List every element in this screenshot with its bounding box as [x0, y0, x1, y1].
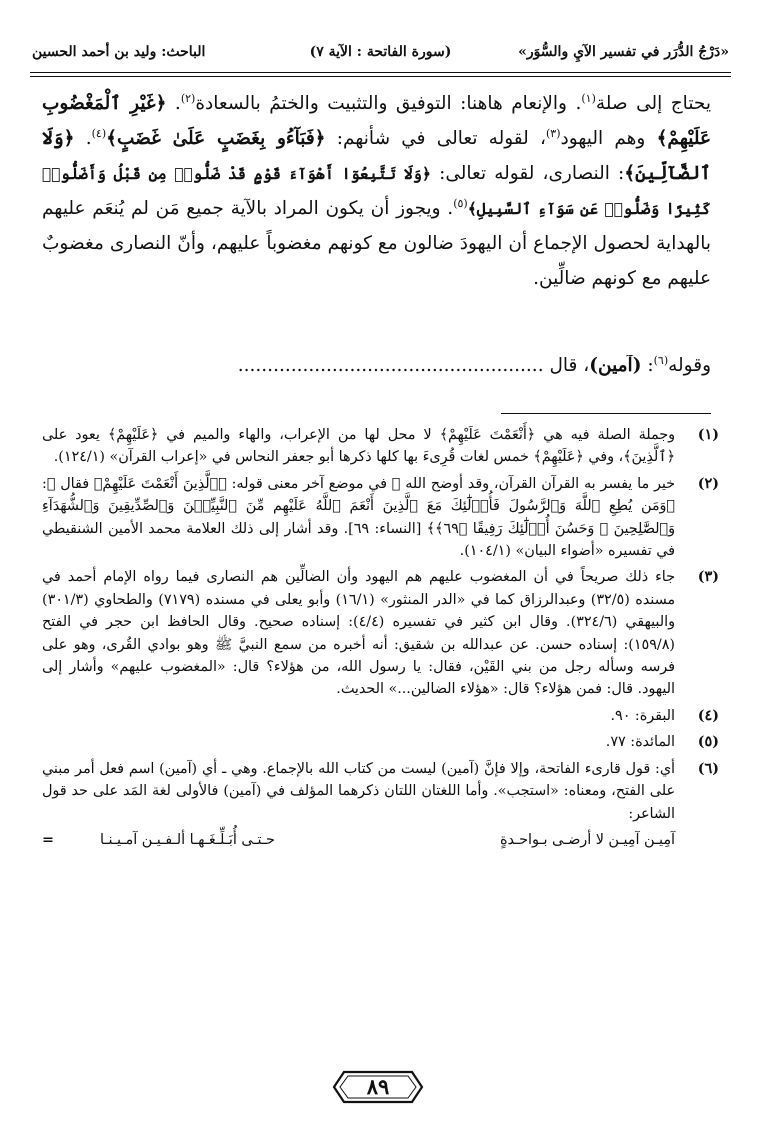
book-title: «دَرْجُ الدُّرَر في تفسير الآيِ والسُّوَر» [518, 44, 729, 60]
footnote-text: جاء ذلك صريحاً في أن المغضوب عليهم هم اليهود وأن الضالِّين هم النصارى فيما رواه الإمام أحمد في مسنده (٣٢/٥) وعبدالرزاق كما في «الدر المنثور» (١٦/١) وأبو يعلى في مسنده (٧١٧٩) والطحاوي (٣٠١/٣) والبيهقي (٣٢٤/٦). وقال ابن كثير في تفسيره (٤/٤): إسناده صحيح. وقال الحافظ ابن حجر في الفتح (١٥٩/٨): إسناده حسن. عن عبدالله بن شقيق: أنه أخبره من سمع النبيَّ ﷺ وهو بوادي القُرى، وهو على فرسه وسأله رجل من بني القَيْن، فقال: يا رسول الله، من هؤلاء؟ قال: «المغضوب عليهم» وأشار إلى اليهود. قال: فمن هؤلاء؟ قال: «هؤلاء الضالين...» الحديث. [42, 569, 675, 698]
footnote-text: أي: قول قارىء الفاتحة، وإلا فإنَّ (آمين) ليست من كتاب الله بالإجماع. وهي ـ أي (آمين) اسم فعل أمر مبني على الفتح، ومعناه: «استجب». وأما اللغتان اللتان ذكرهما المؤلف في (آمين) فالأولى لغة المَد على حد قول الشاعر: [42, 760, 675, 822]
main-paragraph: يحتاج إلى صلة$^{(١)}$. والإنعام هاهنا: التوفيق والتثبيت والختمُ بالسعادة$^{(٢)}$. ﴿غَيْرِ ٱلْمَغْضُوبِ عَلَيْهِمْ﴾ وهم اليهود$^{(٣)}$، لقوله تعالى في شأنهم: ﴿فَبَآءُو بِغَضَبٍ عَلَىٰ غَضَبٍ﴾$^{(٤)}$. ﴿وَلَا ٱلضَّآلِّينَ﴾: النصارى، لقوله تعالى: ﴿وَلَا تَتَّبِعُوٓا أَهْوَآءَ قَوْمٍ قَدْ ضَلُّوا۟ مِن قَبْلُ وَأَضَلُّوا۟ كَثِيرًا وَضَلُّوا۟ عَن سَوَآءِ ٱلسَّبِيلِ﴾$^{(٥)}$. ويجوز أن يكون المراد بالآية جميع مَن لم يُنعَم عليهم بالهداية لحصول الإجماع أن اليهودَ ضالون مع كونهم مغضوباً عليهم، وأنّ النصارى مغضوبٌ عليهم مع كونهم ضالِّين. [42, 91, 712, 289]
footnote-number: (٢) [697, 475, 719, 492]
page-number: ٨٩ [366, 1074, 390, 1099]
footnote-number: (٤) [697, 707, 719, 724]
running-header [30, 40, 731, 72]
footnote-5 [42, 731, 719, 753]
footnote-ref[interactable]: (٢) [180, 91, 196, 105]
poem-verse [42, 829, 719, 853]
footnote-4 [42, 705, 719, 727]
footnote-ref[interactable]: (٤) [91, 126, 107, 140]
quran-quote: ﴿غَيْرِ ٱلْمَغْضُوبِ عَلَيْهِمْ﴾ [42, 93, 711, 149]
footnote-text: خير ما يفسر به القرآن القرآن، وقد أوضح الله ﷻ في موضع آخر معنى قوله: ﴿ٱلَّذِينَ أَنْعَمْتَ عَلَيْهِمْ﴾ فقال ﷻ: ﴿وَمَن يُطِعِ ٱللَّهَ وَٱلرَّسُولَ فَأُو۟لَٰٓئِكَ مَعَ ٱلَّذِينَ أَنْعَمَ ٱللَّهُ عَلَيْهِم مِّنَ ٱلنَّبِيِّـۧنَ وَٱلصِّدِّيقِينَ وَٱلشُّهَدَآءِ وَٱلصَّٰلِحِينَ ۚ وَحَسُنَ أُو۟لَٰٓئِكَ رَفِيقًا ﴿٦٩﴾﴾ [النساء: ٦٩]. وقد أشار إلى ذلك العلامة محمد الأمين الشنقيطي في تفسيره «أضواء البيان» (١٠٤/١). [42, 475, 675, 560]
header-rule-thin [30, 76, 731, 77]
quran-quote: ﴿فَبَآءُو بِغَضَبٍ عَلَىٰ غَضَبٍ﴾ [106, 128, 326, 149]
surah-reference: (سورة الفاتحة : الآية ٧) [309, 44, 452, 60]
footnote-text: المائدة: ٧٧. [605, 734, 675, 751]
footnote-ref[interactable]: (٣) [545, 126, 561, 140]
quote-line: وقوله$^{(٦)}$: (آمين)، قال .................................................... [237, 355, 711, 376]
footnote-2 [42, 473, 719, 563]
footnote-number: (٣) [697, 569, 719, 586]
footnote-ref[interactable]: (٦) [653, 355, 669, 367]
footnote-number: (١) [697, 427, 719, 443]
footnote-ref[interactable]: (٥) [453, 196, 468, 210]
poem-second-hemistich: حـتـى أُبَـلِّـغَـهـا ألـفـيـن آمـيـنـا [100, 831, 275, 848]
continuation-mark: = [42, 831, 54, 848]
poem-first-hemistich: آمِيـن آمِيـن لا أرضـى بـواحـدةٍ [499, 831, 675, 848]
author-name: الباحث: وليد بن أحمد الحسين [32, 44, 206, 60]
header-rule [30, 72, 731, 73]
footnote-ref[interactable]: (١) [581, 91, 596, 105]
page-number-frame [330, 1068, 426, 1106]
footnote-1 [42, 424, 719, 469]
footnote-text: وجملة الصلة فيه هي ﴿أَنْعَمْتَ عَلَيْهِمْ﴾ لا محل لها من الإعراب، والهاء والميم في ﴿عَلَيْهِمْ﴾ يعود على ﴿ٱلَّذِينَ﴾، وفي ﴿عَلَيْهِمْ﴾ خمس لغات قُرِىءَ بها كلها ذكرها أبو جعفر النحاس في «إعراب القرآن» (١٢٤/١). [42, 427, 675, 466]
main-text [42, 86, 711, 296]
quran-quote: ﴿وَلَا تَتَّبِعُوٓا أَهْوَآءَ قَوْمٍ قَدْ ضَلُّوا۟ مِن قَبْلُ وَأَضَلُّوا۟ كَثِيرًا وَضَلُّوا۟ عَن سَوَآءِ ٱلسَّبِيلِ﴾ [42, 164, 712, 218]
footnote-number: (٦) [697, 760, 719, 777]
footnote-number: (٥) [697, 734, 719, 751]
footnotes [42, 424, 719, 853]
footnote-3 [42, 566, 719, 700]
footnote-text: البقرة: ٩٠. [610, 707, 675, 724]
amin-word: (آمين) [589, 355, 642, 376]
footnote-6 [42, 758, 719, 825]
footnote-separator [501, 413, 711, 414]
quran-quote: ﴿وَلَا ٱلضَّآلِّينَ﴾ [42, 128, 711, 184]
